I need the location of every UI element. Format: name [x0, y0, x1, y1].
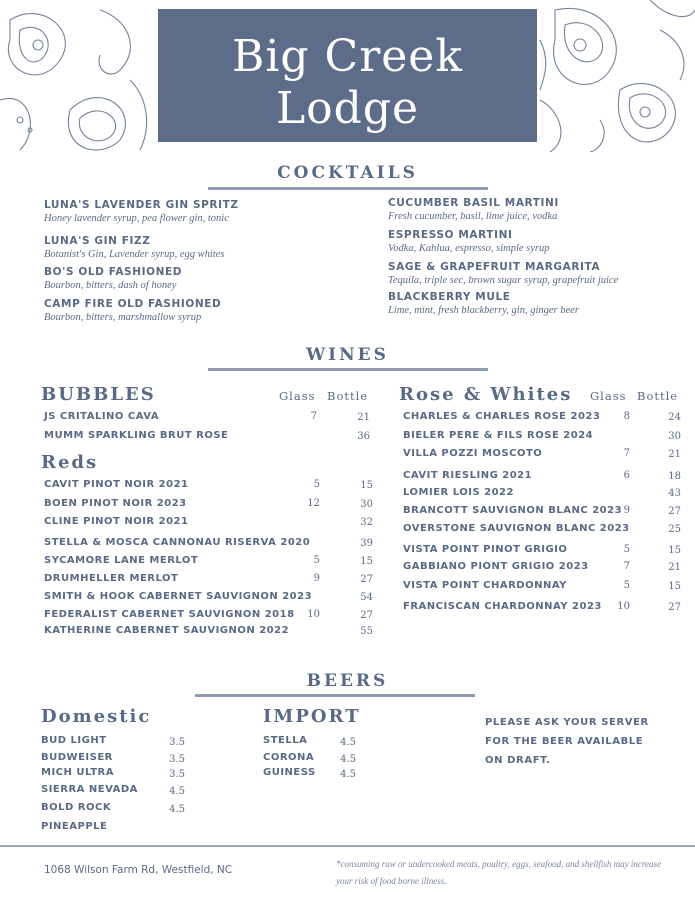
wine-name: BRANCOTT SAUVIGNON BLANC 2023 [403, 505, 623, 516]
beer-name: GUINESS [263, 767, 316, 778]
cocktails-rule [208, 187, 488, 190]
beers-rule [195, 694, 475, 697]
beer-price: 4.5 [340, 754, 356, 765]
wine-name: SMITH & HOOK CABERNET SAUVIGNON 2023 [44, 591, 313, 602]
cocktail-item [44, 265, 182, 292]
wine-name: FEDERALIST CABERNET SAUVIGNON 2018 [44, 609, 295, 620]
wine-bottle-price: 15 [360, 480, 373, 491]
wine-glass-price: 5 [623, 544, 630, 555]
wine-glass-price: 9 [623, 505, 630, 516]
wine-glass-price: 10 [307, 609, 320, 620]
beer-price: 4.5 [169, 786, 185, 797]
wine-bottle-price: 27 [668, 506, 681, 517]
address: 1068 Wilson Farm Rd, Westfield, NC [44, 864, 233, 876]
wine-name: VILLA POZZI MOSCOTO [403, 448, 543, 459]
wine-glass-price: 10 [617, 601, 630, 612]
cocktail-name: BO'S OLD FASHIONED [44, 266, 183, 278]
reds-heading: Reds [41, 452, 99, 473]
wine-name: VISTA POINT PINOT GRIGIO [403, 544, 568, 555]
wine-name: KATHERINE CABERNET SAUVIGNON 2022 [44, 625, 290, 636]
wine-glass-price: 7 [623, 561, 630, 572]
wine-bottle-price: 36 [357, 431, 370, 442]
cocktail-item [44, 198, 239, 225]
import-heading: IMPORT [263, 706, 361, 727]
beer-price: 4.5 [340, 737, 356, 748]
wine-name: FRANCISCAN CHARDONNAY 2023 [403, 601, 602, 612]
beer-name: BUD LIGHT [41, 735, 107, 746]
wine-bottle-price: 21 [668, 562, 681, 573]
cocktail-name: LUNA'S LAVENDER GIN SPRITZ [44, 199, 239, 211]
title-line-1: Big Creek [232, 31, 463, 82]
cocktail-item [388, 196, 559, 223]
cocktail-name: LUNA'S GIN FIZZ [44, 235, 151, 247]
bubbles-glass-header: Glass [279, 389, 316, 403]
beer-name: CORONA [263, 752, 315, 763]
beer-name: STELLA [263, 735, 308, 746]
beer-price: 3.5 [169, 769, 185, 780]
cocktail-description: Fresh cucumber, basil, lime juice, vodka [388, 211, 558, 222]
beer-name: BUDWEISER [41, 752, 113, 763]
cocktail-item [388, 228, 549, 255]
domestic-heading: Domestic [41, 706, 152, 727]
cocktail-item [388, 260, 618, 287]
wine-name: LOMIER LOIS 2022 [403, 487, 514, 498]
wine-bottle-price: 21 [357, 412, 370, 423]
beer-name: BOLD ROCK [41, 802, 112, 813]
wine-name: CHARLES & CHARLES ROSE 2023 [403, 411, 601, 422]
wine-name: CAVIT PINOT NOIR 2021 [44, 479, 189, 490]
cocktail-item [388, 290, 579, 317]
rose-whites-heading: Rose & Whites [399, 384, 573, 405]
wine-name: BOEN PINOT NOIR 2023 [44, 498, 187, 509]
cocktail-name: ESPRESSO MARTINI [388, 229, 513, 241]
restaurant-title [158, 31, 537, 135]
wine-bottle-price: 39 [360, 538, 373, 549]
cocktail-description: Bourbon, bitters, marshmallow syrup [44, 312, 202, 323]
wine-glass-price: 5 [313, 479, 320, 490]
wine-bottle-price: 21 [668, 449, 681, 460]
rose-bottle-header: Bottle [637, 389, 679, 403]
beer-name: PINEAPPLE [41, 821, 108, 832]
beer-price: 3.5 [169, 737, 185, 748]
wine-glass-price: 5 [623, 580, 630, 591]
wine-glass-price: 6 [623, 470, 630, 481]
cocktail-name: BLACKBERRY MULE [388, 291, 511, 303]
wine-bottle-price: 25 [668, 524, 681, 535]
cocktail-description: Vodka, Kahlua, espresso, simple syrup [388, 243, 550, 254]
beer-price: 3.5 [169, 754, 185, 765]
wine-glass-price: 8 [623, 411, 630, 422]
wine-name: GABBIANO PIONT GRIGIO 2023 [403, 561, 589, 572]
cocktail-item [44, 297, 221, 324]
cocktail-name: SAGE & GRAPEFRUIT MARGARITA [388, 261, 601, 273]
beer-price: 4.5 [340, 769, 356, 780]
cocktail-name: CAMP FIRE OLD FASHIONED [44, 298, 222, 310]
rose-glass-header: Glass [590, 389, 627, 403]
wine-bottle-price: 30 [668, 431, 681, 442]
bubbles-heading: BUBBLES [41, 384, 156, 405]
wine-bottle-price: 15 [668, 581, 681, 592]
wines-rule [208, 368, 488, 371]
beer-name: SIERRA NEVADA [41, 784, 138, 795]
header-banner [0, 0, 695, 152]
wine-bottle-price: 18 [668, 471, 681, 482]
cocktail-item [44, 234, 224, 261]
wine-bottle-price: 24 [668, 412, 681, 423]
wine-bottle-price: 15 [360, 556, 373, 567]
footer-rule [0, 845, 695, 847]
cocktail-description: Bourbon, bitters, dash of honey [44, 280, 177, 291]
wine-bottle-price: 32 [360, 517, 373, 528]
wine-name: DRUMHELLER MERLOT [44, 573, 179, 584]
wine-glass-price: 5 [313, 555, 320, 566]
wine-name: JS CRITALINO CAVA [44, 411, 160, 422]
wine-name: CLINE PINOT NOIR 2021 [44, 516, 189, 527]
wine-name: STELLA & MOSCA CANNONAU RISERVA 2020 [44, 537, 311, 548]
wine-bottle-price: 55 [360, 626, 373, 637]
wine-name: CAVIT RIESLING 2021 [403, 470, 533, 481]
wine-bottle-price: 30 [360, 499, 373, 510]
wine-bottle-price: 27 [360, 574, 373, 585]
bubbles-bottle-header: Bottle [327, 389, 369, 403]
wine-bottle-price: 15 [668, 545, 681, 556]
wine-name: OVERSTONE SAUVIGNON BLANC 2023 [403, 523, 630, 534]
cocktail-description: Tequila, triple sec, brown sugar syrup, grapefruit juice [388, 275, 619, 286]
cocktail-description: Botanist's Gin, Lavender syrup, egg whites [44, 249, 225, 260]
wine-name: BIELER PERE & FILS ROSE 2024 [403, 430, 594, 441]
wine-name: MUMM SPARKLING BRUT ROSE [44, 430, 229, 441]
wine-glass-price: 7 [310, 411, 317, 422]
draft-note: PLEASE ASK YOUR SERVER FOR THE BEER AVAILABLE ON DRAFT. [485, 717, 649, 766]
wine-bottle-price: 54 [360, 592, 373, 603]
wine-bottle-price: 27 [360, 610, 373, 621]
wine-glass-price: 9 [313, 573, 320, 584]
title-line-2: Lodge [275, 83, 420, 134]
wine-glass-price: 7 [623, 448, 630, 459]
beer-name: MICH ULTRA [41, 767, 114, 778]
cocktails-heading: COCKTAILS [277, 163, 418, 183]
cocktail-name: CUCUMBER BASIL MARTINI [388, 197, 559, 209]
wine-bottle-price: 43 [668, 488, 681, 499]
cocktail-description: Honey lavender syrup, pea flower gin, tonic [44, 213, 229, 224]
beer-price: 4.5 [169, 804, 185, 815]
wine-bottle-price: 27 [668, 602, 681, 613]
beers-heading: BEERS [306, 671, 389, 691]
wine-name: SYCAMORE LANE MERLOT [44, 555, 199, 566]
title-box [158, 9, 537, 142]
disclaimer: *consuming raw or undercooked meats, poultry, eggs, seafood, and shellfish may increase your risk of food borne illness. [336, 859, 662, 886]
cocktail-description: Lime, mint, fresh blackberry, gin, ginger beer [388, 305, 579, 316]
wine-glass-price: 12 [307, 498, 320, 509]
wine-name: VISTA POINT CHARDONNAY [403, 580, 567, 591]
wines-heading: WINES [306, 345, 389, 365]
